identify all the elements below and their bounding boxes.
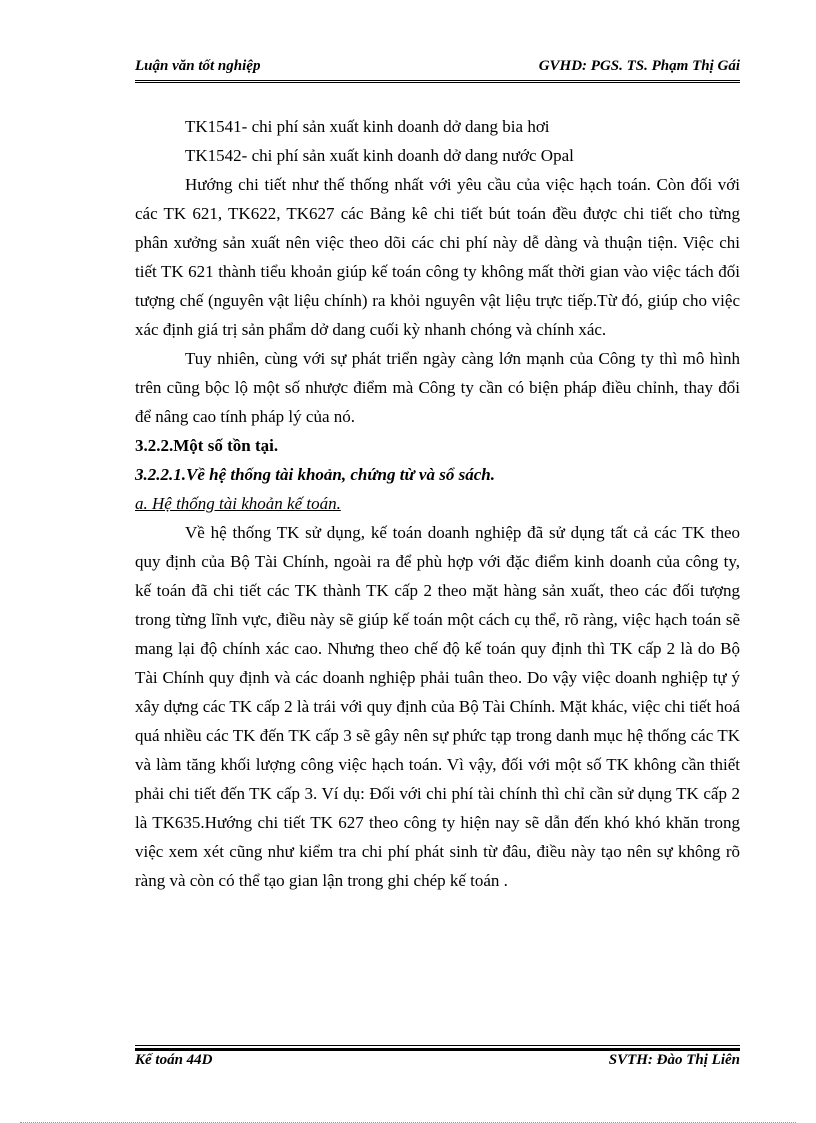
footer-rule-thick xyxy=(135,1048,740,1051)
paragraph-account-system: Về hệ thống TK sử dụng, kế toán doanh nghiệp đã sử dụng tất cả các TK theo quy định của Bộ Tài Chính, ngoài ra để phù hợp với đặc điểm kinh doanh của công ty, kế toán đã chi tiết các TK thành TK cấp 2 theo mặt hàng sản xuất, theo các đối tượng trong từng lĩnh vực, điều này sẽ giúp kế toán một cách cụ thể, rõ ràng, việc hạch toán sẽ mang lại độ chính xác cao. Nhưng theo chế độ kế toán quy định thì TK cấp 2 là do Bộ Tài Chính quy định và các doanh nghiệp phải tuân theo. Do vậy việc doanh nghiệp tự ý xây dựng các TK cấp 2 là trái với quy định của Bộ Tài Chính. Mặt khác, việc chi tiết hoá quá nhiều các TK đến TK cấp 3 sẽ gây nên sự phức tạp trong danh mục hệ thống các TK và làm tăng khối lượng công việc hạch toán. Vì vậy, đối với một số TK không cần thiết phải chi tiết đến TK cấp 3. Ví dụ: Đối với chi phí tài chính thì chỉ cần sử dụng TK cấp 2 là TK635.Hướng chi tiết TK 627 theo công ty hiện nay sẽ dẫn đến khó khó khăn trong việc xem xét cũng như kiểm tra chi phí phát sinh từ đâu, điều này tạo nên sự không rõ ràng và còn có thể tạo gian lận trong ghi chép kế toán . xyxy=(135,523,740,890)
heading-3-2-2-1: 3.2.2.1.Về hệ thống tài khoản, chứng từ và sổ sách. xyxy=(135,465,495,484)
header-thesis-title: Luận văn tốt nghiệp xyxy=(135,58,261,74)
paragraph-tk1541: TK1541- chi phí sản xuất kinh doanh dở dang bia hơi xyxy=(185,117,550,136)
heading-a-account-system: a. Hệ thống tài khoản kế toán. xyxy=(135,494,341,513)
heading-3-2-2: 3.2.2.Một số tồn tại. xyxy=(135,436,279,455)
document-body xyxy=(135,112,740,895)
header-rule xyxy=(135,80,740,83)
header-supervisor: GVHD: PGS. TS. Phạm Thị Gái xyxy=(538,58,740,74)
footer-rule-thin xyxy=(135,1045,740,1046)
paragraph-however: Tuy nhiên, cùng với sự phát triển ngày càng lớn mạnh của Công ty thì mô hình trên cũng bộc lộ một số nhược điểm mà Công ty cần có biện pháp điều chỉnh, thay đổi để nâng cao tính pháp lý của nó. xyxy=(135,349,740,426)
footer-class: Kế toán 44D xyxy=(135,1052,213,1068)
footer-student: SVTH: Đào Thị Liên xyxy=(608,1052,740,1068)
paragraph-detail-direction: Hướng chi tiết như thế thống nhất với yêu cầu của việc hạch toán. Còn đối với các TK 621, TK622, TK627 các Bảng kê chi tiết bút toán đều được chi tiết cho từng phân xưởng sản xuất nên việc theo dõi các chi phí này dễ dàng và thuận tiện. Việc chi tiết TK 621 thành tiểu khoản giúp kế toán công ty không mất thời gian vào việc tách đối tượng chế (nguyên vật liệu chính) ra khỏi nguyên vật liệu trực tiếp.Từ đó, giúp cho việc xác định giá trị sản phẩm dở dang cuối kỳ nhanh chóng và chính xác. xyxy=(135,175,740,339)
paragraph-tk1542: TK1542- chi phí sản xuất kinh doanh dở dang nước Opal xyxy=(185,146,574,165)
